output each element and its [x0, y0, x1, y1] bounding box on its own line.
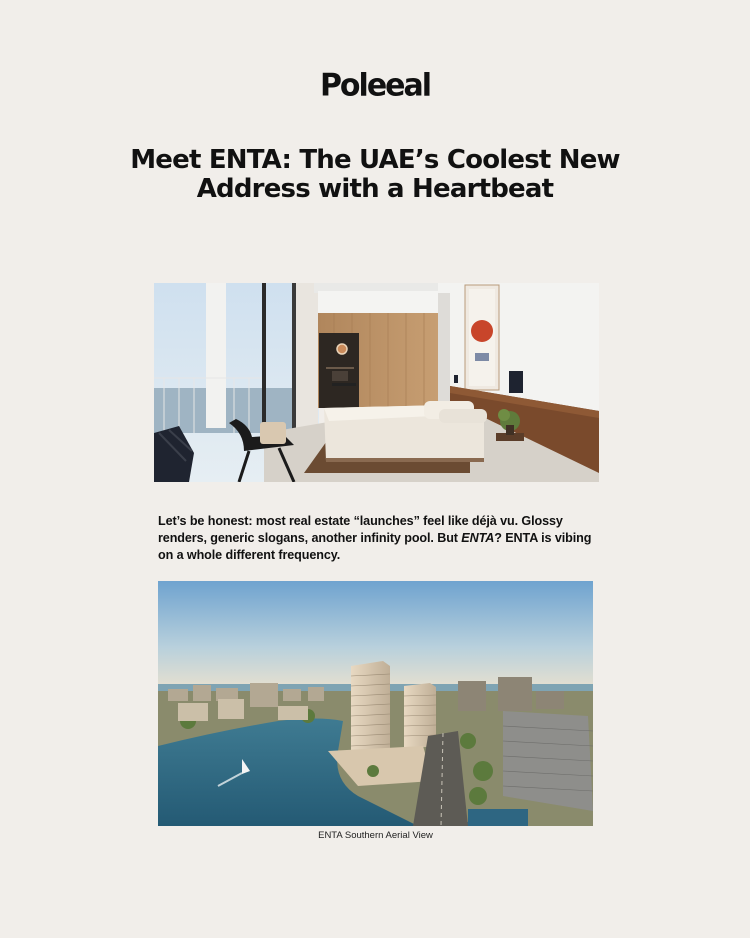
- image-caption: ENTA Southern Aerial View: [318, 830, 433, 841]
- intro-text-start: Let’s be honest: most real estate “launches” feel like déjà vu. Glossy renders, generic slogans, another infinity pool. But: [158, 514, 563, 545]
- logo[interactable]: [0, 68, 750, 103]
- page-title: Meet ENTA: The UAE’s Coolest New Address with a Heartbeat: [130, 145, 620, 204]
- bedroom-interior-image: [154, 283, 599, 482]
- aerial-view-image: [158, 581, 593, 826]
- intro-emphasis: ENTA: [461, 531, 495, 545]
- intro-text-end: ? ENTA is vibing on a whole different frequency.: [158, 531, 592, 562]
- intro-paragraph: [158, 513, 598, 564]
- logo-text: Poleeal: [319, 67, 431, 104]
